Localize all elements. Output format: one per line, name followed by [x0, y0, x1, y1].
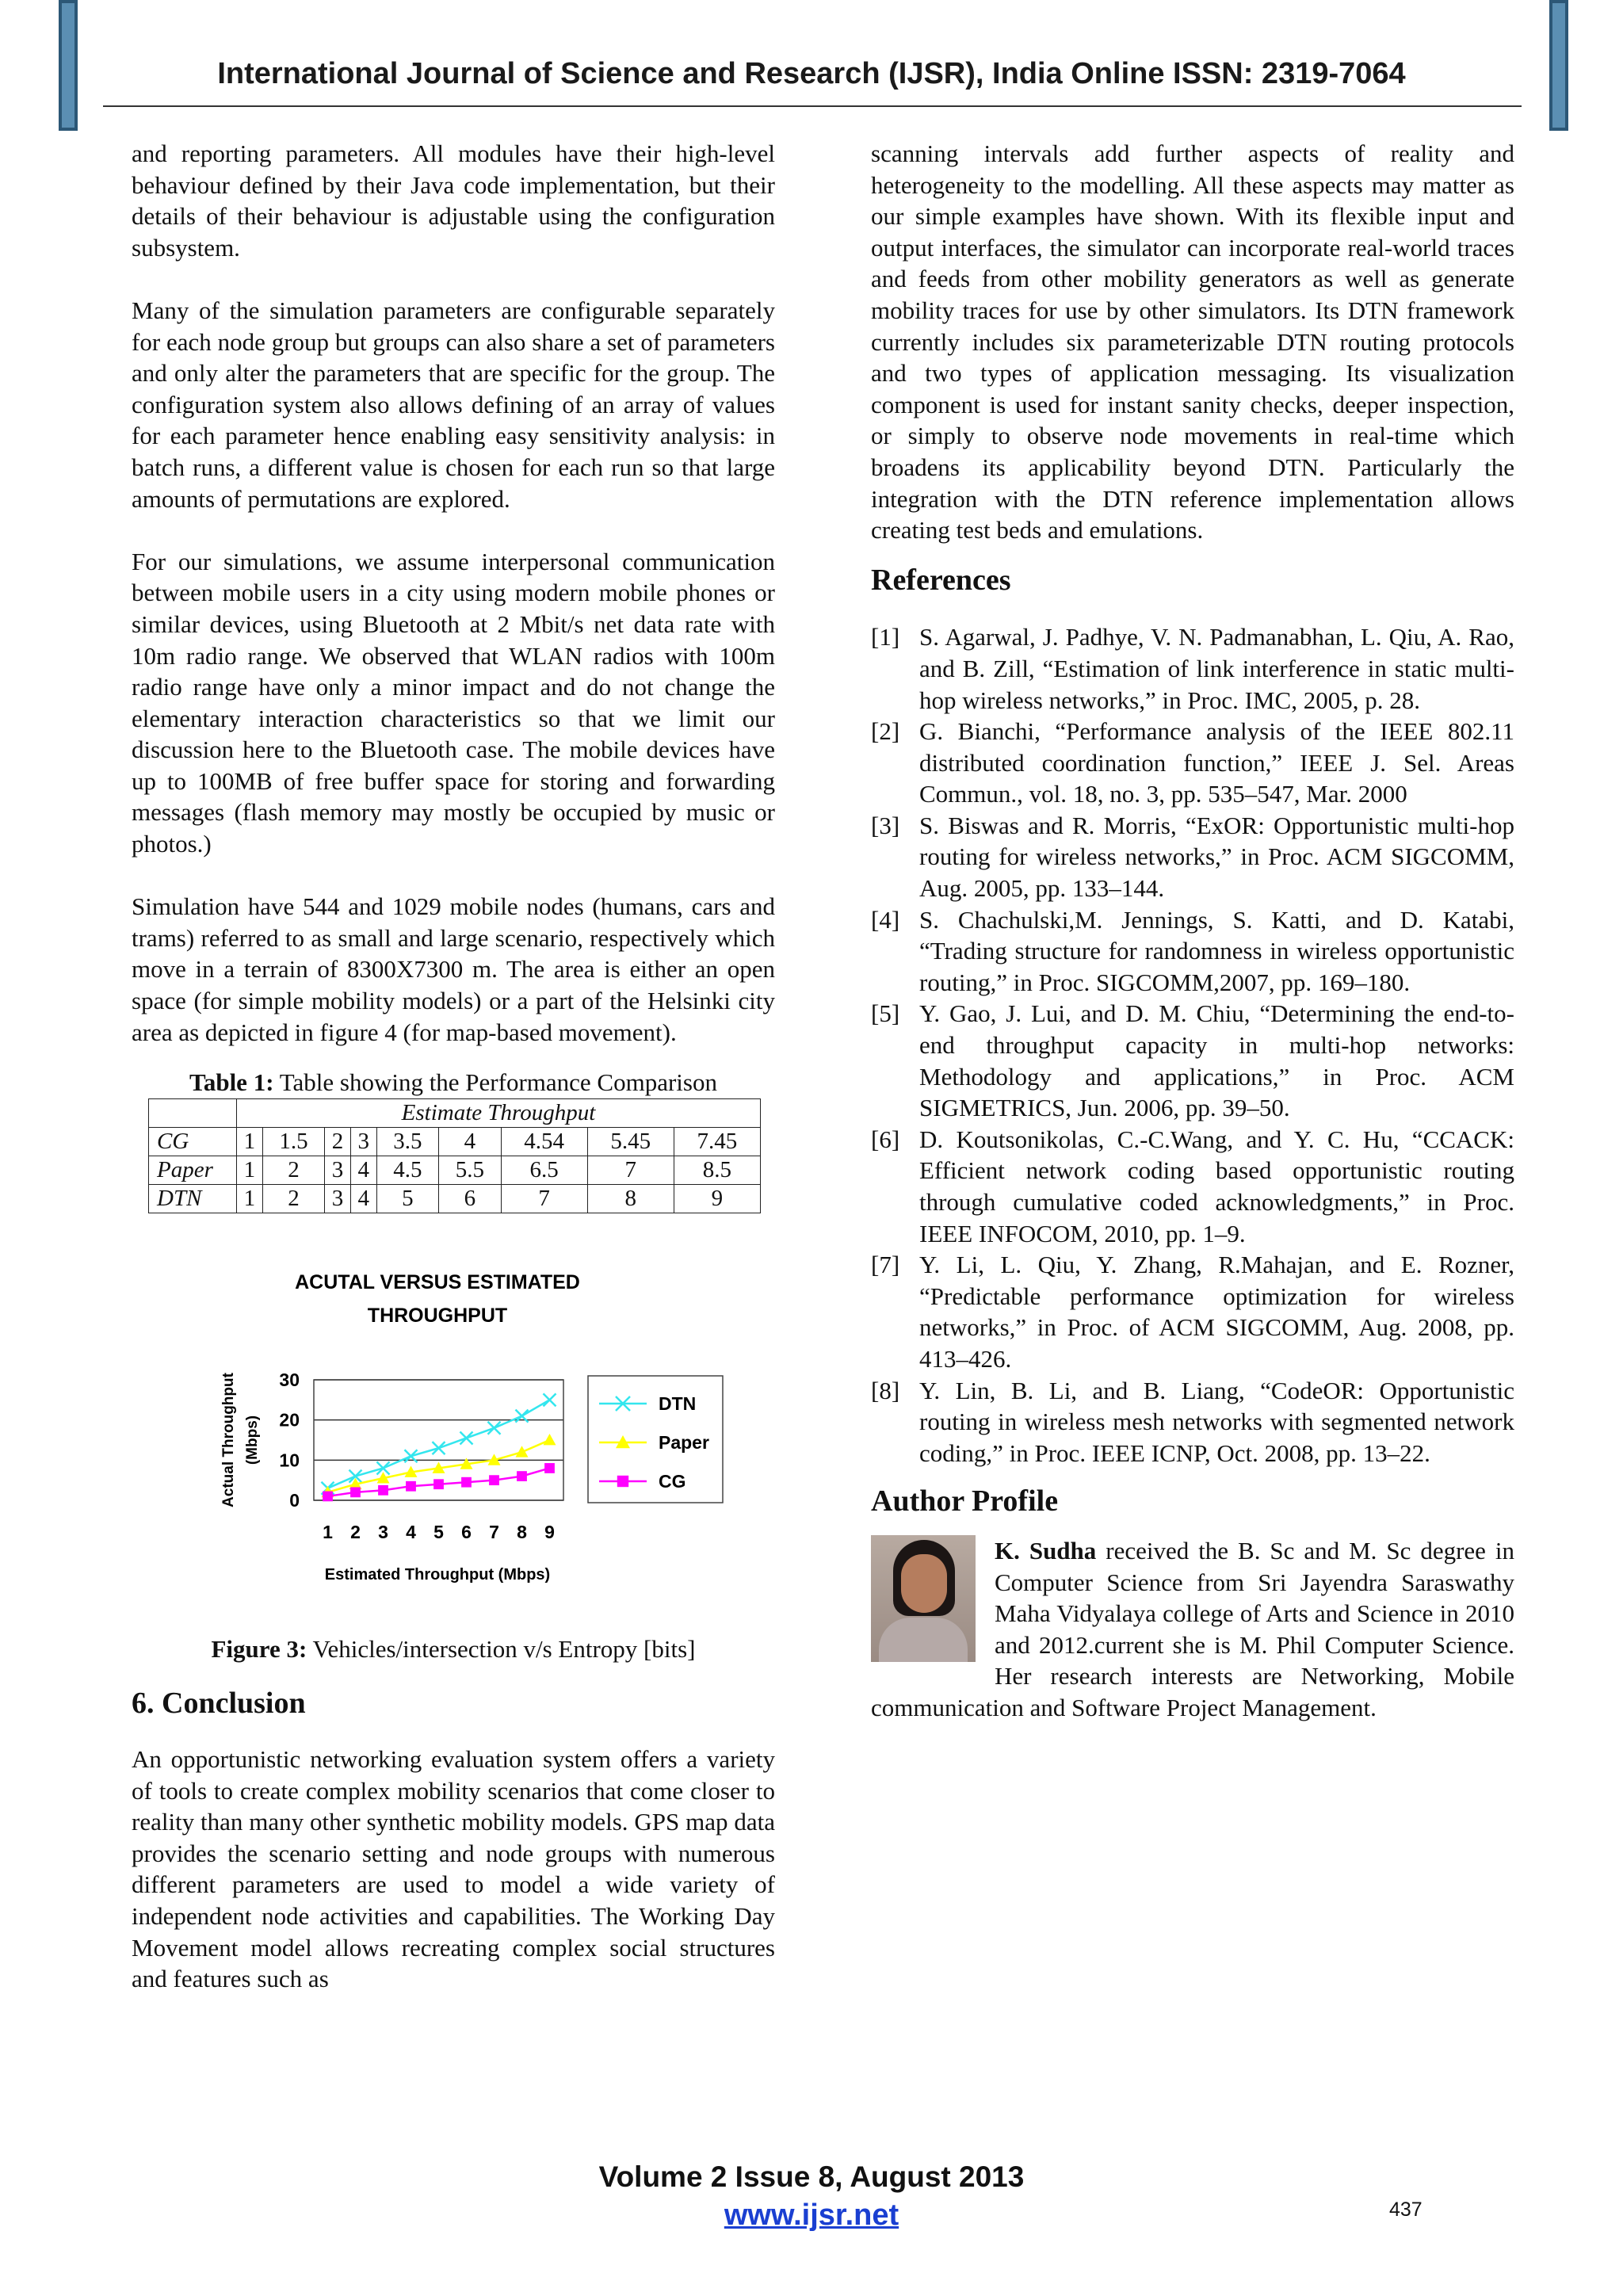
chart-title: THROUGHPUT [367, 1304, 508, 1327]
author-name: K. Sudha [995, 1536, 1097, 1564]
table-cell: 7.45 [674, 1127, 760, 1156]
table-cell: 4 [439, 1127, 502, 1156]
x-tick-label: 9 [544, 1521, 555, 1542]
reference-number: [1] [871, 623, 900, 651]
author-profile [871, 1535, 1514, 1724]
table-cell: 6 [439, 1184, 502, 1213]
data-point [406, 1481, 416, 1492]
reference-number: [6] [871, 1125, 900, 1153]
figure-caption [132, 1633, 775, 1665]
x-axis-label: Estimated Throughput (Mbps) [324, 1565, 551, 1584]
throughput-chart [132, 1261, 775, 1602]
reference-item [871, 998, 1514, 1123]
table-cell: 5 [376, 1184, 439, 1213]
table-cell: 7 [587, 1156, 674, 1184]
right-column [871, 138, 1514, 1724]
table-cell: 2 [262, 1156, 325, 1184]
table-cell: 5.45 [587, 1127, 674, 1156]
table-row [149, 1184, 761, 1213]
y-axis-label: (Mbps) [244, 1415, 261, 1465]
table-cell: 9 [674, 1184, 760, 1213]
references-heading: References [871, 563, 1011, 597]
table-cell: 4.54 [501, 1127, 587, 1156]
legend-label: DTN [659, 1392, 697, 1414]
y-axis-label: Actual Throughput [220, 1372, 237, 1507]
chart-title: ACUTAL VERSUS ESTIMATED [295, 1270, 580, 1293]
paragraph: and reporting parameters. All modules have their high-level behaviour defined by their Java code implementation, but their details of their behaviour is adjustable using the configuration subsystem. [132, 139, 775, 262]
table-label: Table 1: [189, 1068, 274, 1097]
x-tick-label: 7 [489, 1521, 499, 1542]
table-cell: 1 [237, 1156, 263, 1184]
legend-label: Paper [659, 1431, 709, 1453]
reference-text: D. Koutsonikolas, C.-C.Wang, and Y. C. Hu, “CCACK: Efficient network coding based opportunistic routing through cumulative coded acknowledgments,” in Proc. IEEE INFOCOM, 2010, pp. 1–9. [919, 1125, 1514, 1247]
references-list [871, 621, 1514, 1469]
paragraph: scanning intervals add further aspects of reality and heterogeneity to the modelling. All these aspects may matter as our simple examples have shown. With its flexible input and output interfaces, the simulator can incorporate real-world traces and feeds from other mobility generators as well as generate mobility traces for use by other simulators. Its DTN framework currently includes six parameterizable DTN routing protocols and two types of application messaging. Its visualization component is used for instant sanity checks, deeper inspection, or simply to observe node movements in real-time which broadens its applicability beyond DTN. Particularly the integration with the DTN reference implementation allows creating test beds and emulations. [871, 139, 1514, 544]
table-cell: 1 [237, 1127, 263, 1156]
data-point [323, 1491, 333, 1501]
table-row-label: Paper [149, 1156, 237, 1184]
table-row-label: DTN [149, 1184, 237, 1213]
reference-number: [2] [871, 717, 900, 746]
figure-caption-text: Vehicles/intersection v/s Entropy [bits] [307, 1634, 696, 1663]
x-tick-label: 4 [406, 1521, 416, 1542]
table-cell: 3.5 [376, 1127, 439, 1156]
reference-item [871, 1375, 1514, 1469]
reference-item [871, 621, 1514, 716]
data-point [378, 1485, 388, 1496]
reference-number: [8] [871, 1376, 900, 1404]
reference-text: Y. Gao, J. Lui, and D. M. Chiu, “Determining the end-to-end throughput capacity in multi-hop networks: Methodology and applications,” in Proc. ACM SIGMETRICS, Jun. 2006, pp. 39–50. [919, 999, 1514, 1122]
reference-number: [3] [871, 811, 900, 839]
y-tick-label: 0 [289, 1489, 300, 1511]
data-point [516, 1446, 529, 1457]
table-cell: 4.5 [376, 1156, 439, 1184]
reference-item [871, 1249, 1514, 1374]
paragraph: An opportunistic networking evaluation system offers a variety of tools to create complex mobility scenarios that come closer to reality than many other synthetic mobility models. GPS map data provides the scenario setting and node groups with numerous different parameters are used to model a wide variety of independent node activities and capabilities. The Working Day Movement model allows recreating complex social structures and features such as [132, 1745, 775, 1993]
data-point [544, 1434, 556, 1445]
x-tick-label: 1 [323, 1521, 333, 1542]
reference-text: Y. Li, L. Qiu, Y. Zhang, R.Mahajan, and E. Rozner, “Predictable performance optimization for wireless networks,” in Proc. of ACM SIGCOMM, Aug. 2008, pp. 413–426. [919, 1251, 1514, 1373]
paragraph: For our simulations, we assume interpersonal communication between mobile users in a city using modern mobile phones or similar devices, using Bluetooth at 2 Mbit/s net data rate with 10m radio range. We observed that WLAN radios with 100m radio range have only a minor impact and do not change the elementary interaction characteristics so that we limit our discussion here to the Bluetooth case. The mobile devices have up to 100MB of free buffer space for storing and forwarding messages (flash memory may mostly be occupied by music or photos.) [132, 547, 775, 858]
table-cell: 3 [325, 1184, 351, 1213]
figure-label: Figure 3: [211, 1634, 307, 1663]
reference-text: G. Bianchi, “Performance analysis of the IEEE 802.11 distributed coordination function,” IEEE J. Sel. Areas Commun., vol. 18, no. 3, pp. 535–547, Mar. 2000 [919, 717, 1514, 808]
reference-text: S. Biswas and R. Morris, “ExOR: Opportunistic multi-hop routing for wireless networks,” in Proc. ACM SIGCOMM, Aug. 2005, pp. 133–144. [919, 811, 1514, 903]
table-cell: 6.5 [501, 1156, 587, 1184]
table-caption-text: Table showing the Performance Comparison [273, 1068, 717, 1097]
reference-text: Y. Lin, B. Li, and B. Liang, “CodeOR: Opportunistic routing in wireless mesh networks with segmented network coding,” in Proc. IEEE ICNP, Oct. 2008, pp. 13–22. [919, 1376, 1514, 1467]
y-tick-label: 20 [279, 1409, 300, 1431]
reference-text: S. Agarwal, J. Padhye, V. N. Padmanabhan, L. Qiu, A. Rao, and B. Zill, “Estimation of link interference in static multi-hop wireless networks,” in Proc. IMC, 2005, p. 28. [919, 623, 1514, 714]
performance-table [148, 1098, 761, 1213]
data-point [517, 1471, 527, 1481]
journal-header: International Journal of Science and Research (IJSR), India Online ISSN: 2319-7064 [217, 57, 1406, 90]
data-point [544, 1463, 555, 1473]
data-point [350, 1487, 361, 1497]
table-cell: 1 [237, 1184, 263, 1213]
x-tick-label: 8 [517, 1521, 527, 1542]
table-cell: 5.5 [439, 1156, 502, 1184]
table-cell: 8 [587, 1184, 674, 1213]
table-cell: 2 [325, 1127, 351, 1156]
data-point [461, 1477, 472, 1488]
table-caption [132, 1067, 775, 1098]
footer-volume: Volume 2 Issue 8, August 2013 [598, 2160, 1025, 2193]
reference-item [871, 810, 1514, 904]
y-tick-label: 30 [279, 1369, 300, 1390]
header-rule [103, 105, 1522, 107]
y-tick-label: 10 [279, 1450, 300, 1471]
table-cell: 3 [325, 1156, 351, 1184]
reference-item [871, 716, 1514, 810]
table-row [149, 1156, 761, 1184]
reference-number: [7] [871, 1251, 900, 1279]
table-corner-cell [149, 1098, 237, 1127]
table-cell: 4 [350, 1184, 376, 1213]
page-number: 437 [1389, 2199, 1423, 2221]
footer-link[interactable]: www.ijsr.net [724, 2199, 899, 2232]
x-tick-label: 6 [461, 1521, 472, 1542]
table-cell: 2 [262, 1184, 325, 1213]
reference-text: S. Chachulski,M. Jennings, S. Katti, and D. Katabi, “Trading structure for randomness in wireless opportunistic routing,” in Proc. SIGCOMM,2007, pp. 169–180. [919, 905, 1514, 996]
x-tick-label: 3 [378, 1521, 388, 1542]
author-photo [871, 1535, 976, 1662]
conclusion-heading: 6. Conclusion [132, 1687, 306, 1721]
data-point [617, 1476, 628, 1487]
table-cell: 1.5 [262, 1127, 325, 1156]
x-tick-label: 5 [433, 1521, 444, 1542]
table-cell: 8.5 [674, 1156, 760, 1184]
author-profile-heading: Author Profile [871, 1484, 1059, 1519]
table-header: Estimate Throughput [237, 1098, 761, 1127]
table-cell: 4 [350, 1156, 376, 1184]
data-point [489, 1475, 499, 1485]
reference-number: [5] [871, 999, 900, 1028]
data-point [433, 1479, 444, 1489]
x-tick-label: 2 [350, 1521, 361, 1542]
paragraph: Many of the simulation parameters are configurable separately for each node group but groups can also share a set of parameters and only alter the parameters that are specific for the group. The configuration system also allows defining of an array of values for each parameter hence enabling easy sensitivity analysis: in batch runs, a different value is chosen for each run so that large amounts of permutations are explored. [132, 296, 775, 513]
series-line [328, 1400, 550, 1488]
reference-item [871, 904, 1514, 999]
left-column [132, 138, 775, 2026]
table-row [149, 1127, 761, 1156]
author-bio: received the B. Sc and M. Sc degree in Computer Science from Sri Jayendra Saraswathy Maha Vidyalaya college of Arts and Science in 2010 and 2012.current she is M. Phil Computer Science. Her research interests are Networking, Mobile communication and Software Project Management. [871, 1536, 1515, 1721]
paragraph: Simulation have 544 and 1029 mobile nodes (humans, cars and trams) referred to as small and large scenario, respectively which move in a terrain of 8300X7300 m. The area is either an open space (for simple mobility models) or a part of the Helsinki city area as depicted in figure 4 (for map-based movement). [132, 892, 775, 1046]
table-row-label: CG [149, 1127, 237, 1156]
table-cell: 7 [501, 1184, 587, 1213]
table-cell: 3 [350, 1127, 376, 1156]
legend-label: CG [659, 1470, 686, 1492]
reference-item [871, 1124, 1514, 1249]
reference-number: [4] [871, 905, 900, 934]
